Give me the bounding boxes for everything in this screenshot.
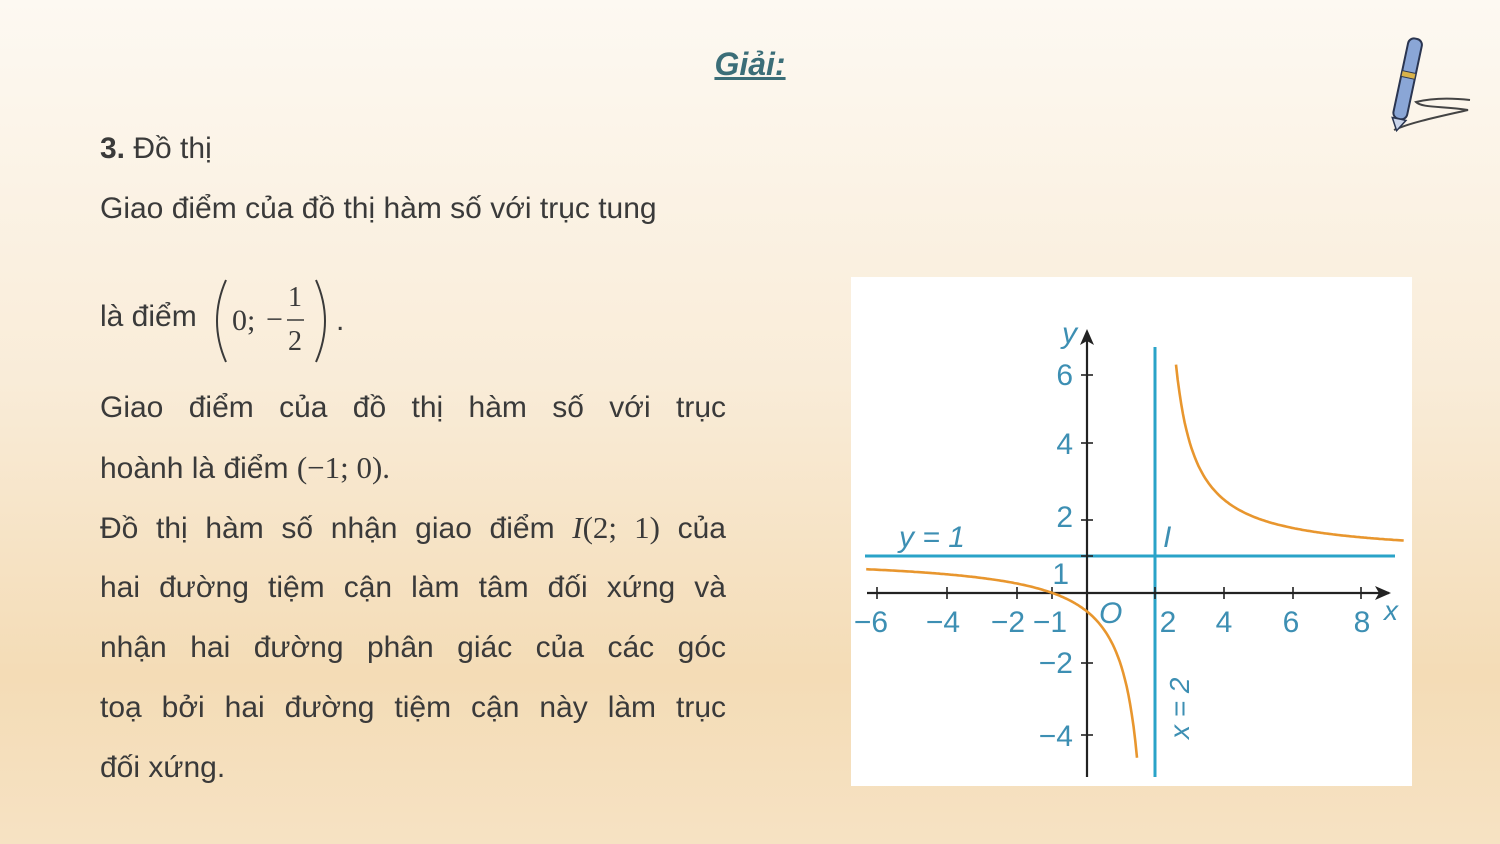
origin-label: O: [1099, 597, 1123, 630]
y-tick-label: 1: [1052, 558, 1069, 591]
horizontal-asymptote-label: y = 1: [899, 521, 965, 554]
y-tick-label: 2: [1056, 501, 1073, 534]
y-tick-label: 6: [1056, 359, 1073, 392]
paragraph2-line1: Giao điểm của đồ thị hàm số với trục: [100, 391, 726, 424]
paragraph3-line1-text: Đồ thị hàm số nhận giao điểm: [100, 512, 555, 545]
x-tick-label: −2: [990, 606, 1026, 639]
paragraph2-line2-text: hoành là điểm: [100, 452, 289, 485]
x-axis-label: x: [1384, 595, 1398, 626]
paragraph1-line1: Giao điểm của đồ thị hàm số với trục tung: [100, 192, 657, 225]
paragraph1-prefix: là điểm: [100, 300, 197, 333]
point-I-symbol: I: [572, 510, 583, 545]
curve-right-branch: [1176, 365, 1404, 541]
paragraph3-line1: [100, 498, 726, 558]
paragraph2: [100, 378, 726, 498]
section-heading: [100, 132, 212, 166]
y-tick-label: −4: [1038, 720, 1073, 753]
point-formula: [210, 276, 350, 366]
center-point-label: I: [1163, 521, 1172, 554]
minus-sign: −: [266, 303, 283, 336]
fraction-numerator: 1: [288, 282, 302, 313]
point-x: 0;: [232, 304, 256, 337]
section-number: 3.: [100, 132, 126, 165]
heading: Giải:: [714, 46, 786, 82]
paragraph3-line5: đối xứng.: [100, 751, 226, 784]
paragraph3: [100, 498, 726, 798]
curve-left-branch: [866, 569, 1137, 758]
x-tick-label: −4: [925, 606, 961, 639]
paragraph3-line3: nhận hai đường phân giác của các góc: [100, 631, 726, 664]
paragraph3-line4: toạ bởi hai đường tiệm cận này làm trục: [100, 691, 726, 724]
paragraph3-line2: hai đường tiệm cận làm tâm đối xứng và: [100, 571, 726, 604]
y-tick-label: −2: [1038, 647, 1073, 680]
pen-icon: [1382, 32, 1474, 136]
x-tick-label: 8: [1353, 606, 1371, 639]
formula-period: .: [336, 304, 345, 337]
y-tick-label: 4: [1056, 428, 1073, 461]
x-tick-label: −6: [853, 606, 889, 639]
paragraph3-line1-tail: của: [677, 512, 726, 545]
vertical-asymptote-label: x = 2: [1164, 677, 1195, 739]
x-tick-label: 4: [1215, 606, 1233, 639]
function-graph: [851, 277, 1412, 786]
x-tick-label: 2: [1159, 606, 1177, 639]
y-axis-label: y: [1062, 317, 1077, 350]
point-I-coords: (2; 1): [582, 510, 660, 545]
graph-panel: [851, 277, 1412, 786]
section-title: Đồ thị: [133, 132, 212, 165]
paragraph2-line2-math: (−1; 0).: [296, 450, 391, 485]
fraction-denominator: 2: [288, 326, 302, 357]
x-tick-label: 6: [1282, 606, 1300, 639]
x-tick-label: −1: [1032, 606, 1068, 639]
